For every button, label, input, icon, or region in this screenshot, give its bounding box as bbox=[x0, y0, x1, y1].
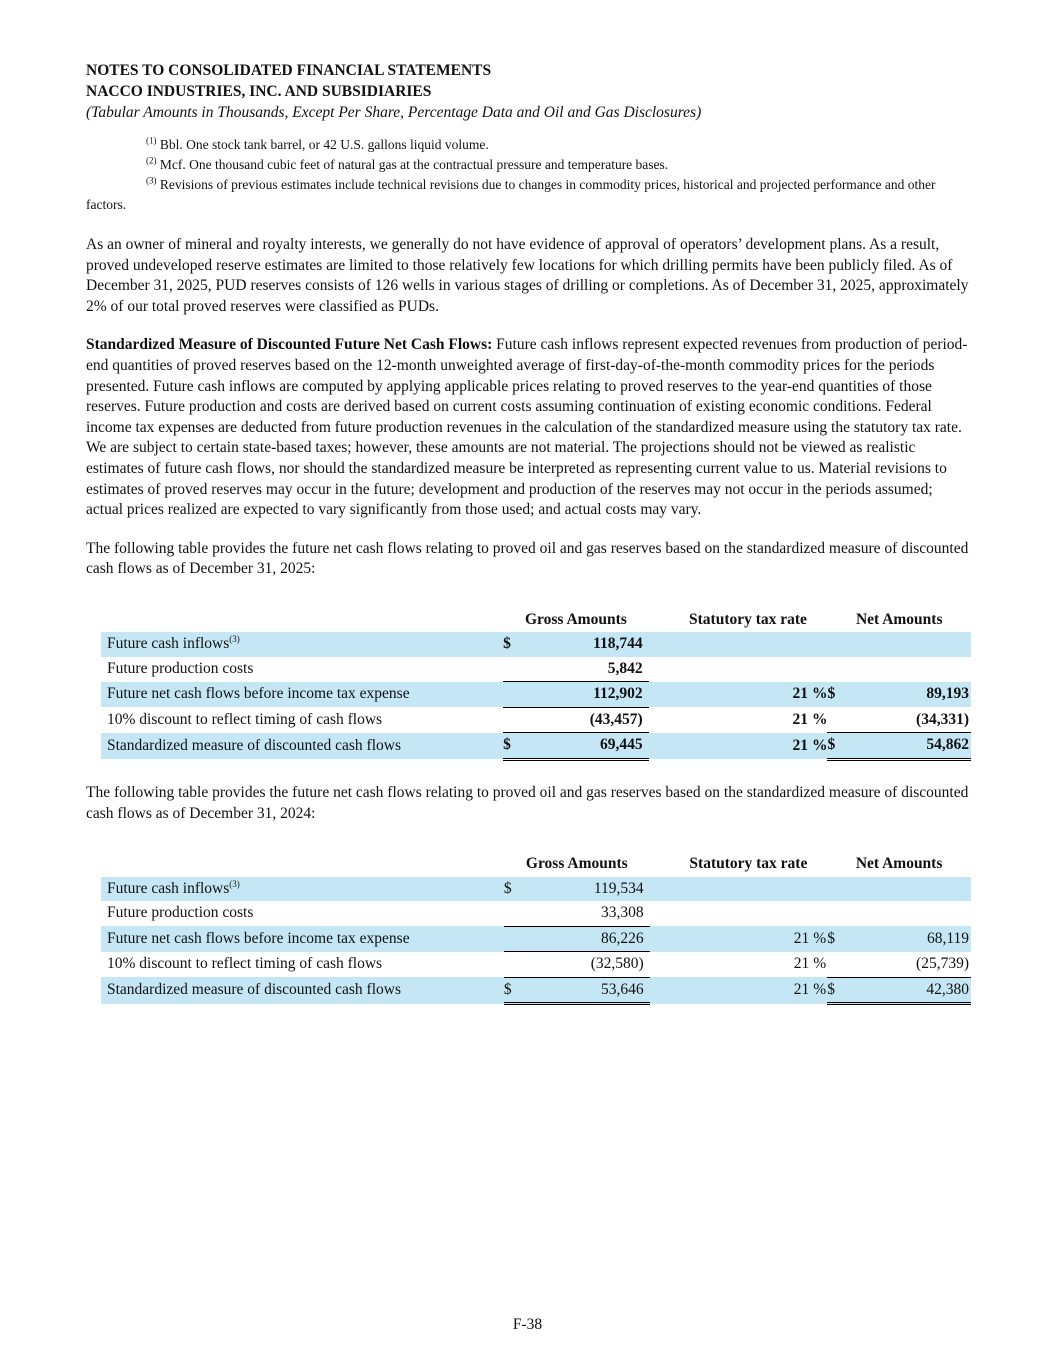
currency-symbol: $ bbox=[503, 733, 521, 760]
currency-symbol bbox=[827, 632, 843, 657]
currency-symbol bbox=[503, 657, 521, 682]
row-label: Future production costs bbox=[107, 660, 254, 678]
tax-rate bbox=[669, 632, 808, 657]
footnote-2 bbox=[86, 155, 971, 175]
cash-flow-table-2025 bbox=[101, 608, 971, 761]
tax-rate: 21 bbox=[792, 710, 808, 728]
percent-sign: % bbox=[811, 710, 828, 728]
footnote-mark: (1) bbox=[146, 135, 157, 146]
row-label: 10% discount to reflect timing of cash flows bbox=[107, 955, 383, 973]
table-2024-intro: The following table provides the future net cash flows relating to proved oil and gas reserves based on the standardized measure of discounted cash flows as of December 31, 2024: bbox=[86, 783, 969, 822]
tax-rate: 21 bbox=[670, 926, 810, 952]
table-row bbox=[101, 977, 971, 1004]
gross-amount: 33,308 bbox=[522, 901, 650, 926]
row-label: Future cash inflows bbox=[107, 635, 230, 653]
table-row bbox=[101, 952, 971, 978]
col-net-amounts: Net Amounts bbox=[855, 855, 943, 873]
table-row bbox=[101, 877, 971, 902]
tax-rate: 21 bbox=[669, 733, 808, 760]
page-number: F-38 bbox=[512, 1316, 543, 1333]
currency-symbol: $ bbox=[827, 733, 843, 760]
col-gross-amounts: Gross Amounts bbox=[525, 855, 628, 873]
net-amount: 89,193 bbox=[843, 682, 971, 708]
paragraph-heading: Standardized Measure of Discounted Future Net Cash Flows: bbox=[86, 336, 493, 354]
net-amount: 68,119 bbox=[843, 926, 971, 952]
footnote-text: Mcf. One thousand cubic feet of natural gas at the contractual pressure and temperature bases. bbox=[156, 157, 669, 172]
table-row bbox=[101, 632, 971, 657]
gross-amount: 53,646 bbox=[522, 977, 650, 1004]
gross-amount: 118,744 bbox=[521, 632, 649, 657]
company-name: NACCO INDUSTRIES, INC. AND SUBSIDIARIES bbox=[86, 83, 432, 100]
gross-amount: 69,445 bbox=[521, 733, 649, 760]
row-label: Future net cash flows before income tax expense bbox=[101, 926, 504, 952]
percent-sign: % bbox=[809, 977, 827, 1004]
footnote-1 bbox=[86, 135, 971, 155]
row-label: Future production costs bbox=[107, 904, 254, 922]
net-amount: (25,739) bbox=[843, 952, 971, 978]
net-amount: 54,862 bbox=[843, 733, 971, 760]
header-subtitle: (Tabular Amounts in Thousands, Except Per Share, Percentage Data and Oil and Gas Disclosures) bbox=[86, 104, 702, 121]
table-row bbox=[101, 657, 971, 682]
table-row bbox=[101, 733, 971, 760]
col-net-amounts: Net Amounts bbox=[855, 610, 943, 628]
footnote-text: Revisions of previous estimates include technical revisions due to changes in commodity prices, historical and projected performance and other factors. bbox=[86, 177, 936, 212]
row-label: Future net cash flows before income tax expense bbox=[101, 682, 503, 708]
currency-symbol bbox=[503, 682, 521, 708]
col-statutory-tax-rate: Statutory tax rate bbox=[689, 855, 808, 873]
footnote-ref: (3) bbox=[229, 878, 240, 889]
row-label: 10% discount to reflect timing of cash flows bbox=[107, 710, 383, 728]
gross-amount: 119,534 bbox=[522, 877, 650, 902]
gross-amount: 5,842 bbox=[521, 657, 649, 682]
percent-sign: % bbox=[808, 682, 828, 708]
percent-sign bbox=[808, 632, 828, 657]
net-amount: 42,380 bbox=[843, 977, 971, 1004]
percent-sign: % bbox=[808, 733, 828, 760]
tax-rate: 21 bbox=[669, 682, 808, 708]
footnote-mark: (3) bbox=[146, 175, 157, 186]
currency-symbol: $ bbox=[827, 682, 843, 708]
col-gross-amounts: Gross Amounts bbox=[524, 610, 627, 628]
percent-sign: % bbox=[809, 926, 827, 952]
pud-paragraph: As an owner of mineral and royalty interests, we generally do not have evidence of approval of operators’ development plans. As a result, proved undeveloped reserve estimates are limited to those relatively few locations for which drilling permits have been publicly filed. As of December 31, 2025, PUD reserves consists of 126 wells in various stages of drilling or completions. As of December 31, 2025, approximately 2% of our total proved reserves were classified as PUDs. bbox=[86, 236, 969, 315]
gross-amount: 86,226 bbox=[522, 926, 650, 952]
currency-symbol: $ bbox=[827, 977, 843, 1004]
header-title: NOTES TO CONSOLIDATED FINANCIAL STATEMENTS bbox=[86, 62, 492, 79]
currency-symbol bbox=[827, 707, 843, 733]
row-label: Future cash inflows bbox=[107, 879, 230, 897]
table-row bbox=[101, 901, 971, 926]
net-amount: (34,331) bbox=[843, 707, 971, 733]
table-row bbox=[101, 707, 971, 733]
currency-symbol: $ bbox=[504, 877, 522, 902]
standardized-measure-paragraph bbox=[86, 335, 971, 520]
tax-rate: 21 bbox=[670, 977, 810, 1004]
footnote-text: Bbl. One stock tank barrel, or 42 U.S. gallons liquid volume. bbox=[156, 137, 489, 152]
table-2025-intro: The following table provides the future net cash flows relating to proved oil and gas reserves based on the standardized measure of discounted cash flows as of December 31, 2025: bbox=[86, 539, 969, 578]
currency-symbol: $ bbox=[827, 926, 843, 952]
table-header-row bbox=[101, 852, 971, 877]
table-row bbox=[101, 682, 971, 708]
paragraph-text: Future cash inflows represent expected revenues from production of period-end quantities of proved reserves based on the 12-month unweighted average of first-day-of-the-month commodity prices for the periods presented. Future cash inflows are computed by applying applicable prices relating to proved reserves to the year-end quantities of those reserves. Future production and costs are derived based on current costs assuming continuation of existing economic conditions. Federal income tax expenses are deducted from future production revenues in the calculation of the standardized measure using the statutory tax rate. We are subject to certain state-based taxes; however, these amounts are not material. The projections should not be viewed as realistic estimates of future cash flows, nor should the standardized measure be interpreted as representing current value to us. Material revisions to estimates of proved reserves may occur in the future; development and production of the reserves may not occur in the periods assumed; actual prices realized are expected to vary significantly from those used; and actual costs may vary. bbox=[86, 336, 968, 519]
document-page bbox=[86, 60, 971, 1005]
footnote-mark: (2) bbox=[146, 155, 157, 166]
footnotes bbox=[86, 135, 971, 215]
footnote-3 bbox=[86, 175, 971, 215]
currency-symbol: $ bbox=[504, 977, 522, 1004]
row-label: Standardized measure of discounted cash flows bbox=[101, 977, 504, 1004]
table-header-row bbox=[101, 608, 971, 633]
gross-amount: 112,902 bbox=[521, 682, 649, 708]
percent-sign: % bbox=[813, 955, 827, 973]
gross-amount: (32,580) bbox=[522, 952, 650, 978]
net-amount bbox=[843, 632, 971, 657]
footnote-ref: (3) bbox=[229, 634, 240, 645]
currency-symbol: $ bbox=[503, 632, 521, 657]
row-label: Standardized measure of discounted cash flows bbox=[101, 733, 503, 760]
col-statutory-tax-rate: Statutory tax rate bbox=[689, 610, 807, 628]
gross-amount: (43,457) bbox=[521, 707, 649, 733]
table-row bbox=[101, 926, 971, 952]
currency-symbol bbox=[503, 707, 521, 733]
tax-rate: 21 bbox=[793, 955, 810, 973]
cash-flow-table-2024 bbox=[101, 852, 971, 1005]
